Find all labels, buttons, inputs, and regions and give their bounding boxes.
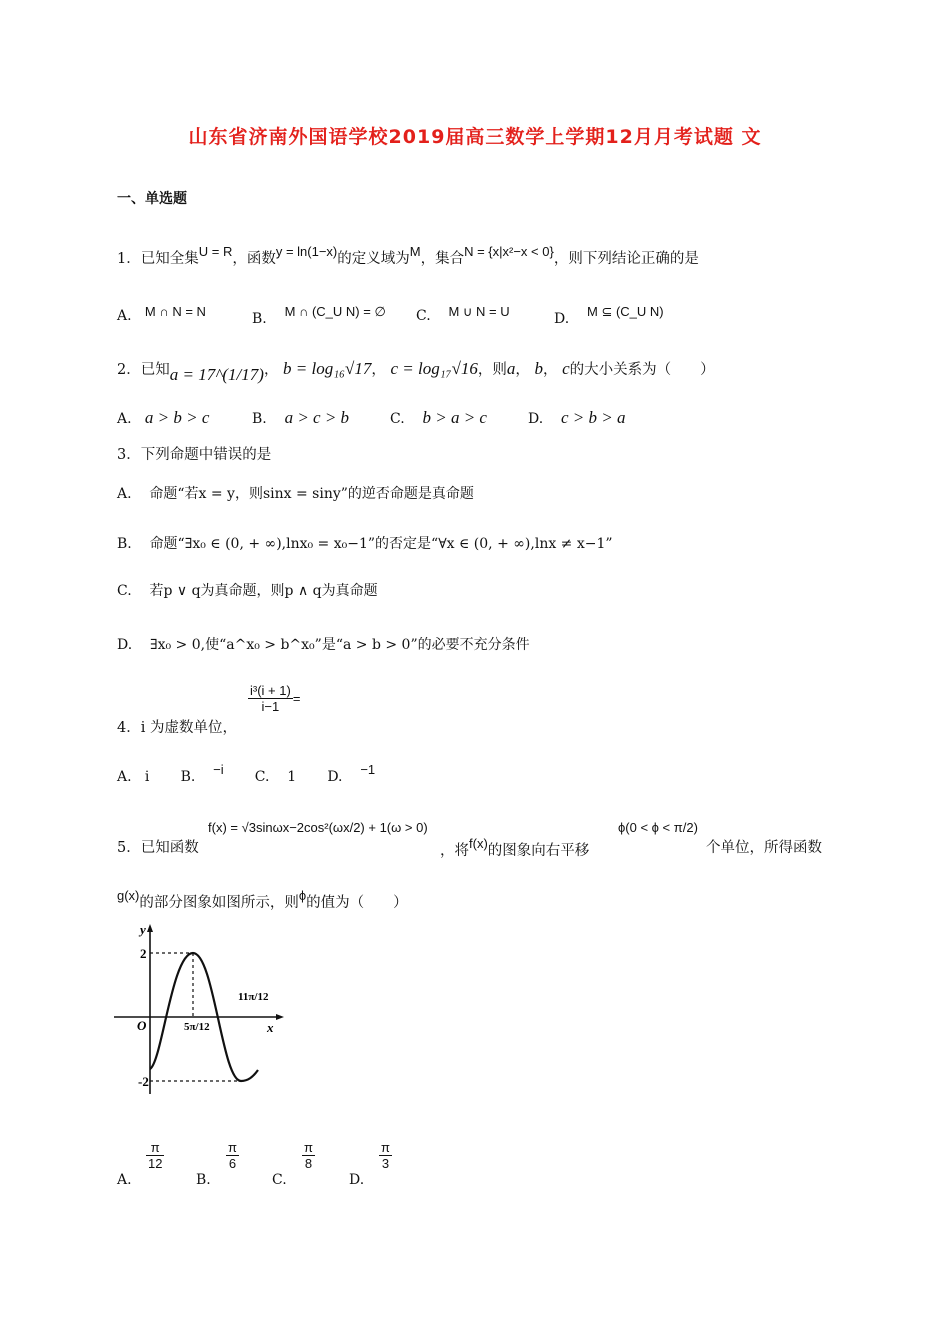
fraction-num: π: [150, 1140, 160, 1155]
q5-option-c-label: C.: [272, 1172, 287, 1188]
q5-option-c-value: [302, 1140, 315, 1171]
q5-option-d-label: D.: [349, 1172, 365, 1188]
page-title: 山东省济南外国语学校2019届高三数学上学期12月月考试题 文: [188, 126, 762, 148]
q1-set-m: M: [409, 244, 421, 259]
x-axis-label: x: [267, 1020, 274, 1035]
option-label: D.: [554, 311, 570, 327]
question-4: 4．i 为虚数单位，: [117, 720, 237, 736]
option-label: A.: [117, 411, 132, 427]
q5-gx: g(x): [117, 888, 140, 903]
y-axis-label: y: [140, 922, 146, 937]
q5-prefix: 5．已知函数: [117, 840, 199, 856]
q5-text-5: 的值为（ ）: [306, 895, 408, 911]
fraction-den: 12: [148, 1156, 163, 1171]
q3-option-b: [117, 533, 613, 553]
q1-text-4: ，则下列结论正确的是: [553, 251, 699, 267]
q3-option-a: [117, 483, 474, 503]
option-text: −1: [360, 762, 376, 777]
q2-option-b: [252, 408, 349, 428]
q5-graph: [110, 922, 290, 1102]
q5-phi-range: ϕ(0 < ϕ < π/2): [618, 820, 698, 835]
option-label: D.: [528, 411, 544, 427]
q3-option-d: [117, 634, 530, 654]
option-label: B.: [252, 311, 267, 327]
origin-label: O: [137, 1018, 147, 1033]
q5-option-a-value: [146, 1140, 164, 1171]
q4-fraction: [248, 683, 293, 714]
q5-text-2: 的图象向右平移: [487, 843, 590, 859]
q4-expression: [248, 683, 300, 714]
option-text: a > b > c: [144, 408, 210, 427]
q1-option-d: [554, 304, 664, 327]
option-text: a > c > b: [284, 408, 350, 427]
q1-option-c: [416, 304, 510, 324]
option-label: C.: [254, 769, 270, 785]
q5-text-4: 的部分图象如图所示，则: [139, 895, 299, 911]
q5-phi: ϕ: [298, 888, 307, 903]
q1-text-2: 的定义域为: [337, 251, 410, 267]
y-axis-arrow: [147, 924, 153, 932]
y-max-label: 2: [140, 946, 147, 961]
q1-set-n: N = {x|x²−x < 0}: [464, 244, 554, 259]
option-label: D.: [327, 769, 343, 785]
option-text: 若p ∨ q为真命题，则p ∧ q为真命题: [149, 583, 378, 599]
x-axis-arrow: [276, 1014, 284, 1020]
x1-label: 5π/12: [184, 1021, 210, 1033]
q2-b: b = log₁₆√17: [283, 359, 372, 378]
q1-text-1: ，函数: [232, 251, 276, 267]
option-label: B.: [252, 411, 267, 427]
q1-text-3: ，集合: [420, 251, 465, 267]
option-label: A.: [117, 769, 132, 785]
q2-text-2: 的大小关系为（ ）: [569, 362, 715, 378]
q2-prefix: 2．已知: [117, 362, 170, 378]
option-label: B.: [180, 769, 196, 785]
option-label: B.: [117, 536, 132, 552]
option-text: ∃x₀ > 0,使“a^x₀ > b^x₀”是“a > b > 0”的必要不充分条件: [150, 637, 530, 653]
fraction-den: 3: [379, 1155, 392, 1171]
option-text: 1: [287, 769, 297, 785]
q2-c: c = log₁₇√16: [390, 359, 478, 378]
q5-option-b-value: [226, 1140, 239, 1171]
fraction-num: π: [228, 1140, 237, 1155]
option-text: b > a > c: [422, 408, 487, 427]
q5-text-1: ，将: [440, 843, 469, 859]
section-heading: 一、单选题: [117, 191, 187, 207]
option-text: M ∪ N = U: [448, 304, 510, 319]
question-2: 2．已知a = 17^(1/17)， b = log₁₆√17， c = log₁₇√16，则a， b， c的大小关系为（ ）: [117, 359, 715, 384]
option-text: 命题“∃x₀ ∈ (0, + ∞),lnx₀ = x₀−1”的否定是“∀x ∈ (0, + ∞),lnx ≠ x−1”: [149, 536, 613, 552]
q2-option-c: [390, 408, 487, 428]
option-label: D.: [117, 637, 133, 653]
option-text: i: [144, 769, 150, 785]
option-label: C.: [117, 583, 132, 599]
option-text: −i: [213, 762, 224, 777]
option-label: C.: [416, 308, 431, 324]
fraction-den: 6: [226, 1155, 239, 1171]
option-text: M ∩ (C_U N) = ∅: [284, 304, 386, 319]
q5-text-3: 个单位，所得函数: [706, 840, 822, 856]
option-text: M ⊆ (C_U N): [587, 304, 664, 319]
fraction-num: π: [304, 1140, 313, 1155]
x2-label: 11π/12: [238, 991, 269, 1003]
q3-option-c: [117, 580, 378, 600]
q2-text-1: ，则: [477, 362, 507, 378]
q5-line2-text: [117, 888, 408, 912]
q4-numerator: i³(i + 1): [250, 683, 291, 698]
option-text: c > b > a: [561, 408, 626, 427]
q1-function: y = ln(1−x): [275, 244, 338, 259]
option-text: 命题“若x = y，则sinx = siny”的逆否命题是真命题: [149, 486, 474, 502]
q4-denominator: i−1: [248, 698, 293, 714]
q1-prefix: 1．已知全集: [117, 251, 199, 267]
q1-option-b: [252, 304, 386, 327]
fraction-num: π: [381, 1140, 390, 1155]
q2-a: a = 17^(1/17): [169, 365, 264, 384]
question-3: 3．下列命题中错误的是: [117, 447, 272, 463]
q5-option-a-label: A.: [117, 1172, 132, 1188]
option-text: M ∩ N = N: [144, 304, 206, 319]
q4-equals: =: [292, 691, 301, 706]
q5-line1-text: [440, 836, 589, 860]
q5-option-b-label: B.: [196, 1172, 211, 1188]
q4-options: [117, 762, 375, 785]
q5-option-d-value: [379, 1140, 392, 1171]
q1-option-a: [117, 304, 206, 324]
option-label: A.: [117, 308, 132, 324]
q5-function: f(x) = √3sinωx−2cos²(ωx/2) + 1(ω > 0): [208, 820, 428, 835]
option-label: C.: [390, 411, 405, 427]
option-label: A.: [117, 486, 132, 502]
q2-option-a: [117, 408, 209, 428]
q5-fx: f(x): [469, 836, 488, 851]
fraction-den: 8: [302, 1155, 315, 1171]
q2-option-d: [528, 408, 626, 428]
y-min-label: -2: [138, 1074, 149, 1089]
question-1: [117, 244, 699, 268]
q1-universal-set: U = R: [198, 244, 233, 259]
